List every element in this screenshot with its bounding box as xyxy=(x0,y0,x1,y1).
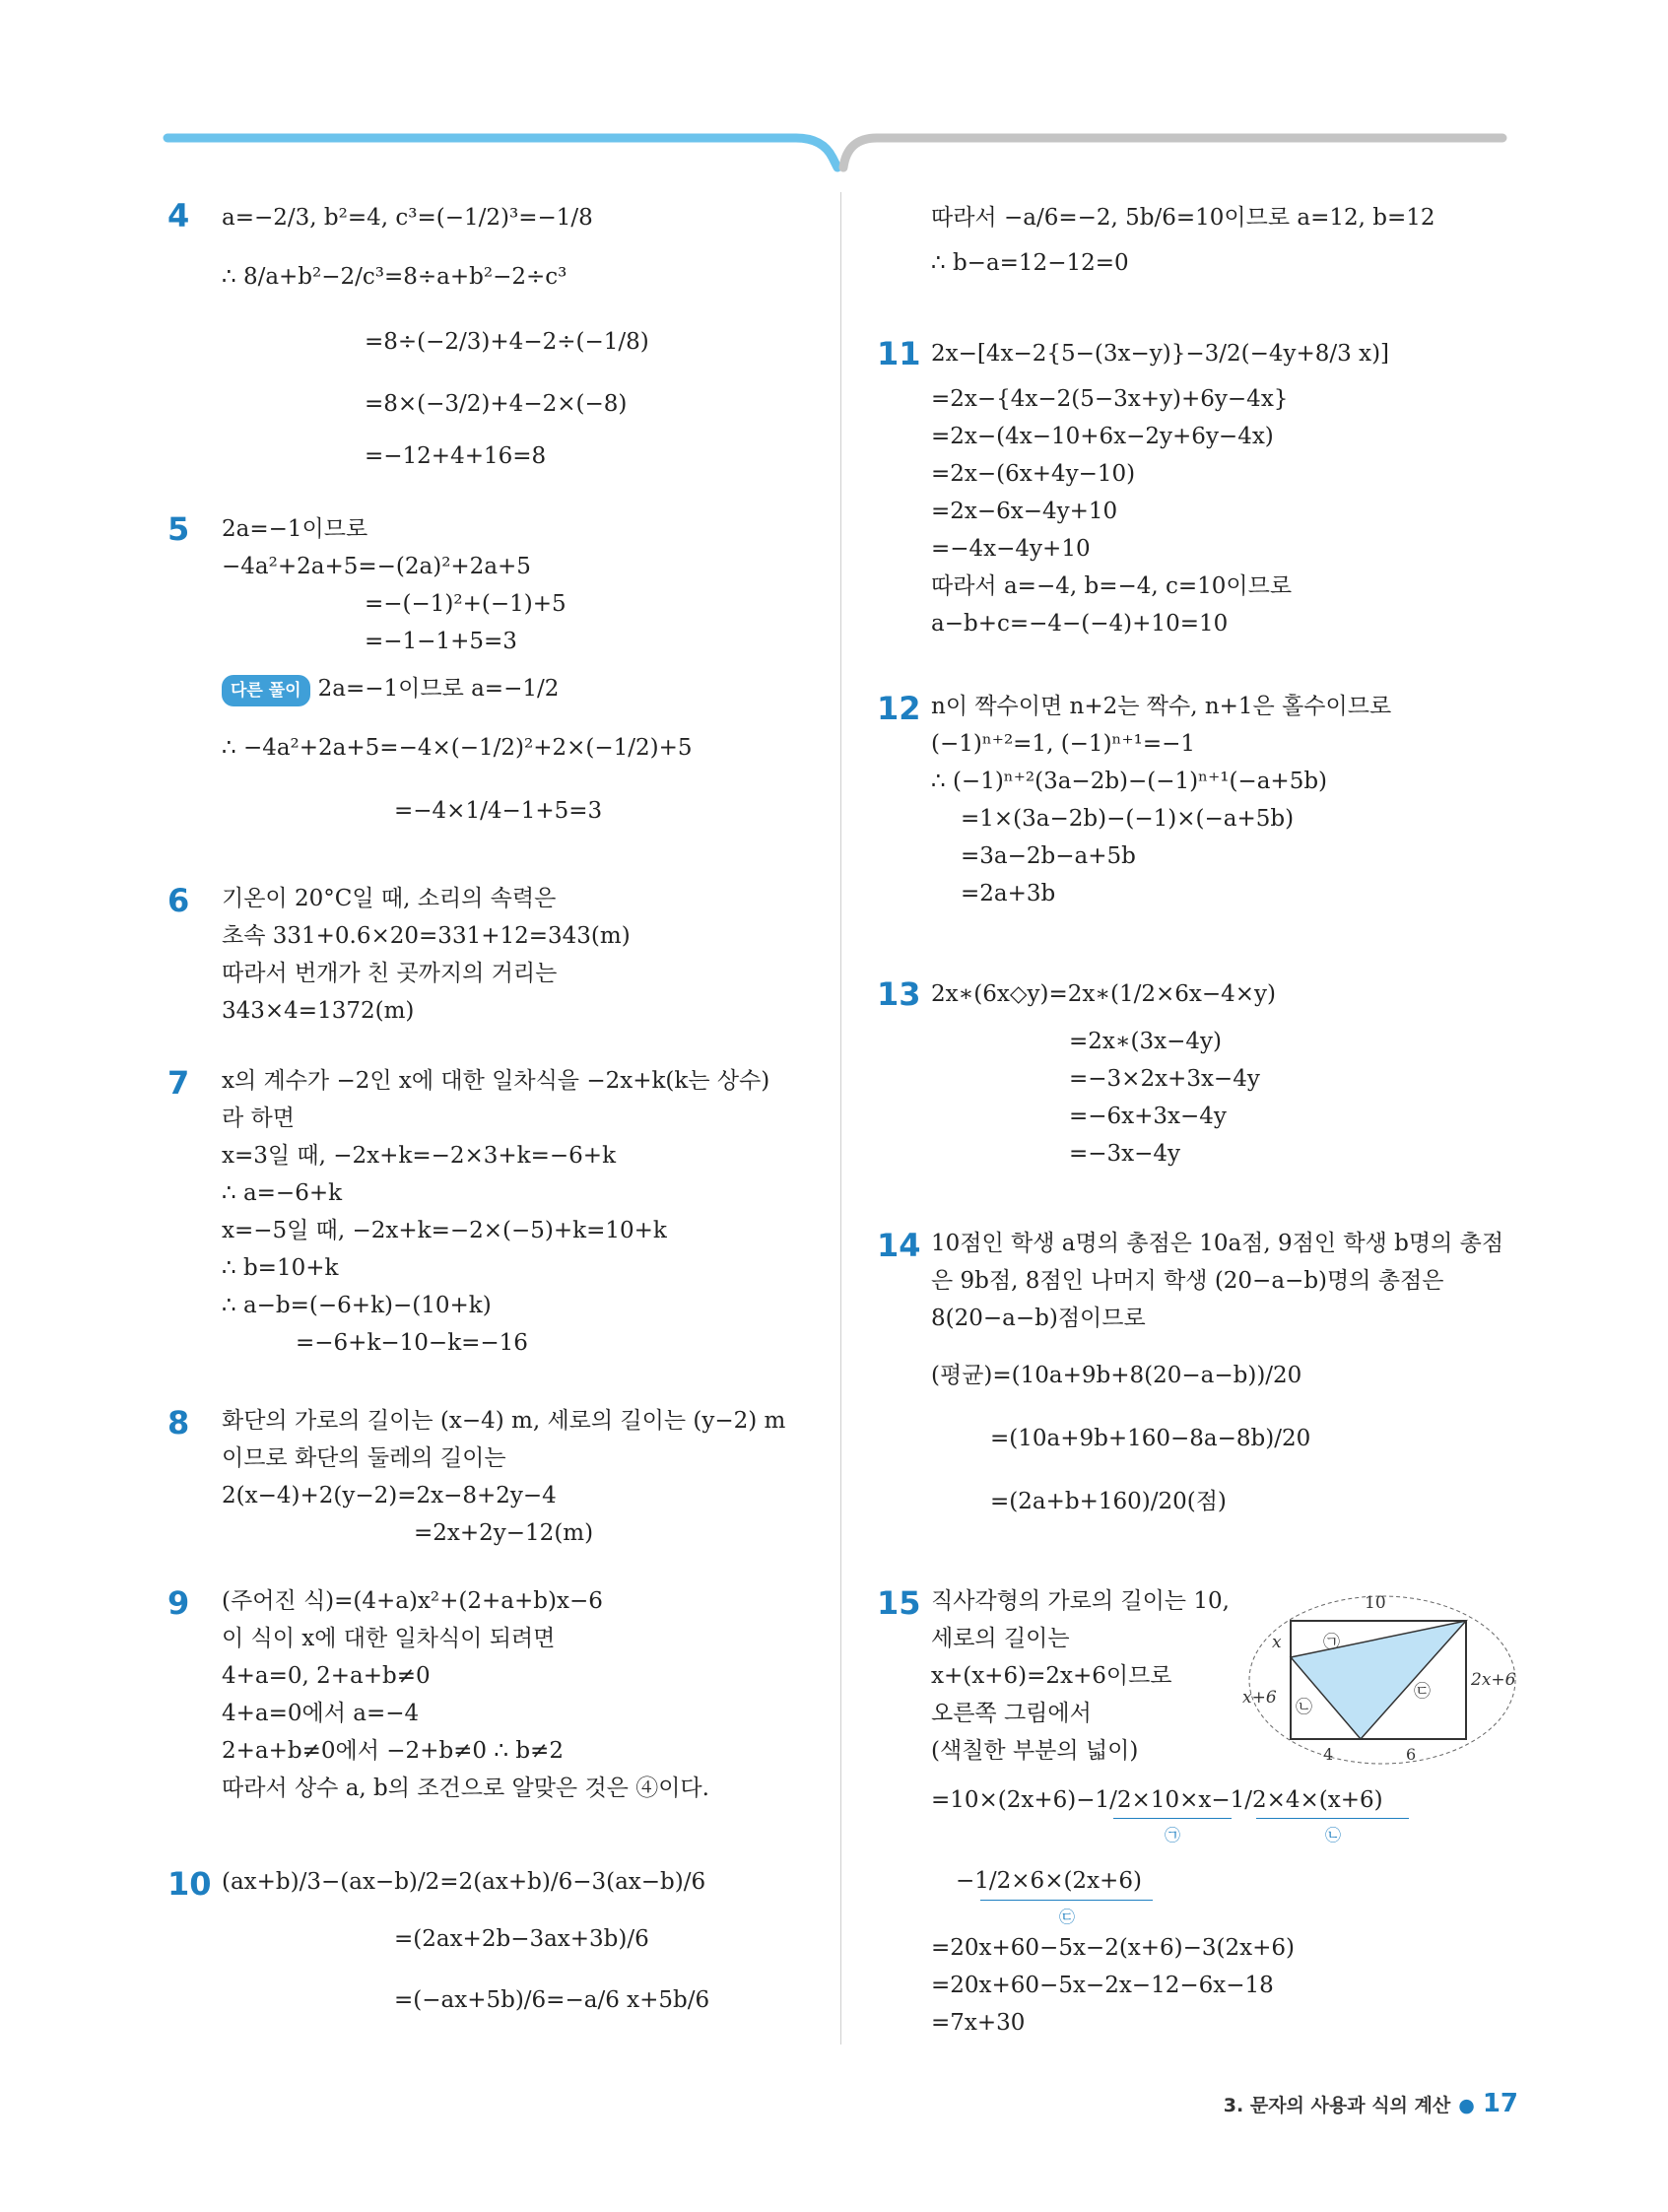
problem-number: 15 xyxy=(877,1584,921,1622)
solution-line: ∴ a−b=(−6+k)−(10+k) xyxy=(222,1293,492,1318)
solution-line: =2x−(4x−10+6x−2y+6y−4x) xyxy=(931,424,1274,449)
marker-label: ㉠ xyxy=(1165,1826,1181,1844)
solution-line: =3a−2b−a+5b xyxy=(961,843,1136,869)
solution-line: 2x∗(6x◇y)=2x∗(1/2×6x−4×y) xyxy=(931,981,1276,1007)
problem-number: 11 xyxy=(877,335,921,372)
solution-line: =8÷(−2/3)+4−2÷(−1/8) xyxy=(365,329,649,355)
label-right: 2x+6 xyxy=(1471,1670,1516,1690)
solution-line: x의 계수가 −2인 x에 대한 일차식을 −2x+k(k는 상수) xyxy=(222,1068,770,1094)
solution-line: 4+a=0, 2+a+b≠0 xyxy=(222,1663,431,1689)
problem-number: 9 xyxy=(167,1584,190,1622)
solution-line: 8(20−a−b)점이므로 xyxy=(931,1306,1146,1331)
underline-mark xyxy=(1113,1818,1232,1819)
solution-line: 따라서 번개가 친 곳까지의 거리는 xyxy=(222,961,558,986)
column-divider xyxy=(840,192,841,2044)
solution-line: 라 하면 xyxy=(222,1106,295,1131)
solution-line: 따라서 a=−4, b=−4, c=10이므로 xyxy=(931,573,1293,599)
solution-line: ∴ b−a=12−12=0 xyxy=(931,250,1129,276)
solution-line: =−4×1/4−1+5=3 xyxy=(394,798,603,824)
underline-mark xyxy=(980,1900,1153,1901)
solution-line: =7x+30 xyxy=(931,2010,1026,2036)
solution-line: x=−5일 때, −2x+k=−2×(−5)+k=10+k xyxy=(222,1218,667,1243)
solution-line: 직사각형의 가로의 길이는 10, xyxy=(931,1588,1230,1614)
solution-line: =8×(−3/2)+4−2×(−8) xyxy=(365,391,628,417)
problem-number: 12 xyxy=(877,690,921,727)
solution-line: 기온이 20°C일 때, 소리의 속력은 xyxy=(222,886,557,911)
problem-number: 7 xyxy=(167,1064,190,1102)
region-label: ㉢ xyxy=(1414,1682,1431,1702)
solution-line: 2(x−4)+2(y−2)=2x−8+2y−4 xyxy=(222,1483,557,1508)
solution-line: (−1)ⁿ⁺²=1, (−1)ⁿ⁺¹=−1 xyxy=(931,731,1196,757)
solution-line: =2x−{4x−2(5−3x+y)+6y−4x} xyxy=(931,386,1289,412)
solution-line: 4+a=0에서 a=−4 xyxy=(222,1701,420,1726)
marker-label: ㉡ xyxy=(1325,1826,1342,1844)
header-bar xyxy=(0,0,1668,177)
solution-line: (주어진 식)=(4+a)x²+(2+a+b)x−6 xyxy=(222,1588,603,1614)
solution-line: x+(x+6)=2x+6이므로 xyxy=(931,1663,1172,1689)
solution-line: =2x−(6x+4y−10) xyxy=(931,461,1136,487)
marker-label: ㉢ xyxy=(1059,1908,1076,1926)
solution-line: ∴ (−1)ⁿ⁺²(3a−2b)−(−1)ⁿ⁺¹(−a+5b) xyxy=(931,769,1328,794)
solution-line: =−3x−4y xyxy=(1069,1141,1181,1167)
solution-line: −1/2×6×(2x+6) xyxy=(956,1868,1142,1894)
solution-line: =20x+60−5x−2x−12−6x−18 xyxy=(931,1973,1274,1998)
alt-solution-text: 2a=−1이므로 a=−1/2 xyxy=(317,676,560,702)
solution-line: =2a+3b xyxy=(961,881,1056,906)
solution-line xyxy=(222,674,559,706)
solution-line: 은 9b점, 8점인 나머지 학생 (20−a−b)명의 총점은 xyxy=(931,1268,1444,1294)
solution-line: =(−ax+5b)/6=−a/6 x+5b/6 xyxy=(394,1987,710,2013)
region-label: ㉡ xyxy=(1296,1698,1312,1717)
label-left-top: x xyxy=(1272,1633,1282,1652)
underline-mark xyxy=(1256,1818,1409,1819)
solution-line: x=3일 때, −2x+k=−2×3+k=−6+k xyxy=(222,1143,617,1169)
solution-line: =−12+4+16=8 xyxy=(365,443,547,469)
solution-line: 2x−[4x−2{5−(3x−y)}−3/2(−4y+8/3 x)] xyxy=(931,341,1390,367)
solution-line: =(2ax+2b−3ax+3b)/6 xyxy=(394,1926,649,1952)
solution-line: (ax+b)/3−(ax−b)/2=2(ax+b)/6−3(ax−b)/6 xyxy=(222,1869,706,1895)
solution-line: =−6+k−10−k=−16 xyxy=(296,1330,528,1356)
page-number: 17 xyxy=(1482,2089,1518,2118)
solution-line: =10×(2x+6)−1/2×10×x−1/2×4×(x+6) xyxy=(931,1787,1383,1813)
solution-line: 초속 331+0.6×20=331+12=343(m) xyxy=(222,923,631,949)
problem-number: 13 xyxy=(877,975,921,1013)
solution-line: ∴ 8/a+b²−2/c³=8÷a+b²−2÷c³ xyxy=(222,264,567,290)
solution-line: 이 식이 x에 대한 일차식이 되려면 xyxy=(222,1626,556,1651)
region-label: ㉠ xyxy=(1323,1633,1340,1652)
solution-line: =2x+2y−12(m) xyxy=(414,1520,594,1546)
solution-line: =2x∗(3x−4y) xyxy=(1069,1029,1222,1054)
problem-number: 8 xyxy=(167,1404,190,1441)
solution-line: =1×(3a−2b)−(−1)×(−a+5b) xyxy=(961,806,1295,832)
solution-line: n이 짝수이면 n+2는 짝수, n+1은 홀수이므로 xyxy=(931,694,1392,719)
solution-line: =(10a+9b+160−8a−8b)/20 xyxy=(990,1426,1311,1451)
solution-line: 따라서 상수 a, b의 조건으로 알맞은 것은 ④이다. xyxy=(222,1776,709,1801)
solution-line: (색칠한 부분의 넓이) xyxy=(931,1738,1139,1764)
solution-line: 이므로 화단의 둘레의 길이는 xyxy=(222,1445,506,1471)
bullet-icon: ● xyxy=(1458,2095,1475,2116)
solution-line: 따라서 −a/6=−2, 5b/6=10이므로 a=12, b=12 xyxy=(931,205,1435,231)
solution-line: ∴ b=10+k xyxy=(222,1255,339,1281)
solution-line: 2a=−1이므로 xyxy=(222,516,368,542)
solution-line: =20x+60−5x−2(x+6)−3(2x+6) xyxy=(931,1935,1296,1961)
solution-line: a−b+c=−4−(−4)+10=10 xyxy=(931,611,1229,637)
solution-line: =−4x−4y+10 xyxy=(931,536,1091,562)
problem-number: 6 xyxy=(167,882,190,919)
label-bottom-left: 4 xyxy=(1323,1745,1334,1764)
solution-line: =−1−1+5=3 xyxy=(365,629,517,654)
problem-number: 14 xyxy=(877,1227,921,1264)
solution-line: =−6x+3x−4y xyxy=(1069,1104,1227,1129)
solution-line: 343×4=1372(m) xyxy=(222,998,415,1024)
solution-line: =−3×2x+3x−4y xyxy=(1069,1066,1260,1092)
solution-line: −4a²+2a+5=−(2a)²+2a+5 xyxy=(222,554,531,579)
solution-line: =(2a+b+160)/20(점) xyxy=(990,1489,1227,1514)
label-bottom-right: 6 xyxy=(1406,1745,1417,1764)
solution-line: 2+a+b≠0에서 −2+b≠0 ∴ b≠2 xyxy=(222,1738,564,1764)
page-footer xyxy=(1224,2089,1518,2118)
solution-line: =−(−1)²+(−1)+5 xyxy=(365,591,567,617)
solution-line: 세로의 길이는 xyxy=(931,1626,1070,1651)
solution-line: a=−2/3, b²=4, c³=(−1/2)³=−1/8 xyxy=(222,205,593,231)
rectangle-figure xyxy=(1236,1586,1522,1774)
label-left-bottom: x+6 xyxy=(1242,1688,1277,1708)
alt-solution-badge: 다른 풀이 xyxy=(222,675,310,706)
solution-line: 오른쪽 그림에서 xyxy=(931,1701,1092,1726)
label-top: 10 xyxy=(1365,1593,1386,1613)
solution-line: ∴ a=−6+k xyxy=(222,1180,343,1206)
chapter-title: 3. 문자의 사용과 식의 계산 xyxy=(1223,2095,1451,2116)
solution-line: 화단의 가로의 길이는 (x−4) m, 세로의 길이는 (y−2) m xyxy=(222,1408,786,1434)
solution-line: (평균)=(10a+9b+8(20−a−b))/20 xyxy=(931,1363,1302,1388)
solution-line: 10점인 학생 a명의 총점은 10a점, 9점인 학생 b명의 총점 xyxy=(931,1231,1504,1256)
problem-number: 5 xyxy=(167,510,190,548)
problem-number: 10 xyxy=(167,1865,212,1903)
solution-line: =2x−6x−4y+10 xyxy=(931,499,1118,524)
solution-line: ∴ −4a²+2a+5=−4×(−1/2)²+2×(−1/2)+5 xyxy=(222,735,693,761)
problem-number: 4 xyxy=(167,197,190,235)
